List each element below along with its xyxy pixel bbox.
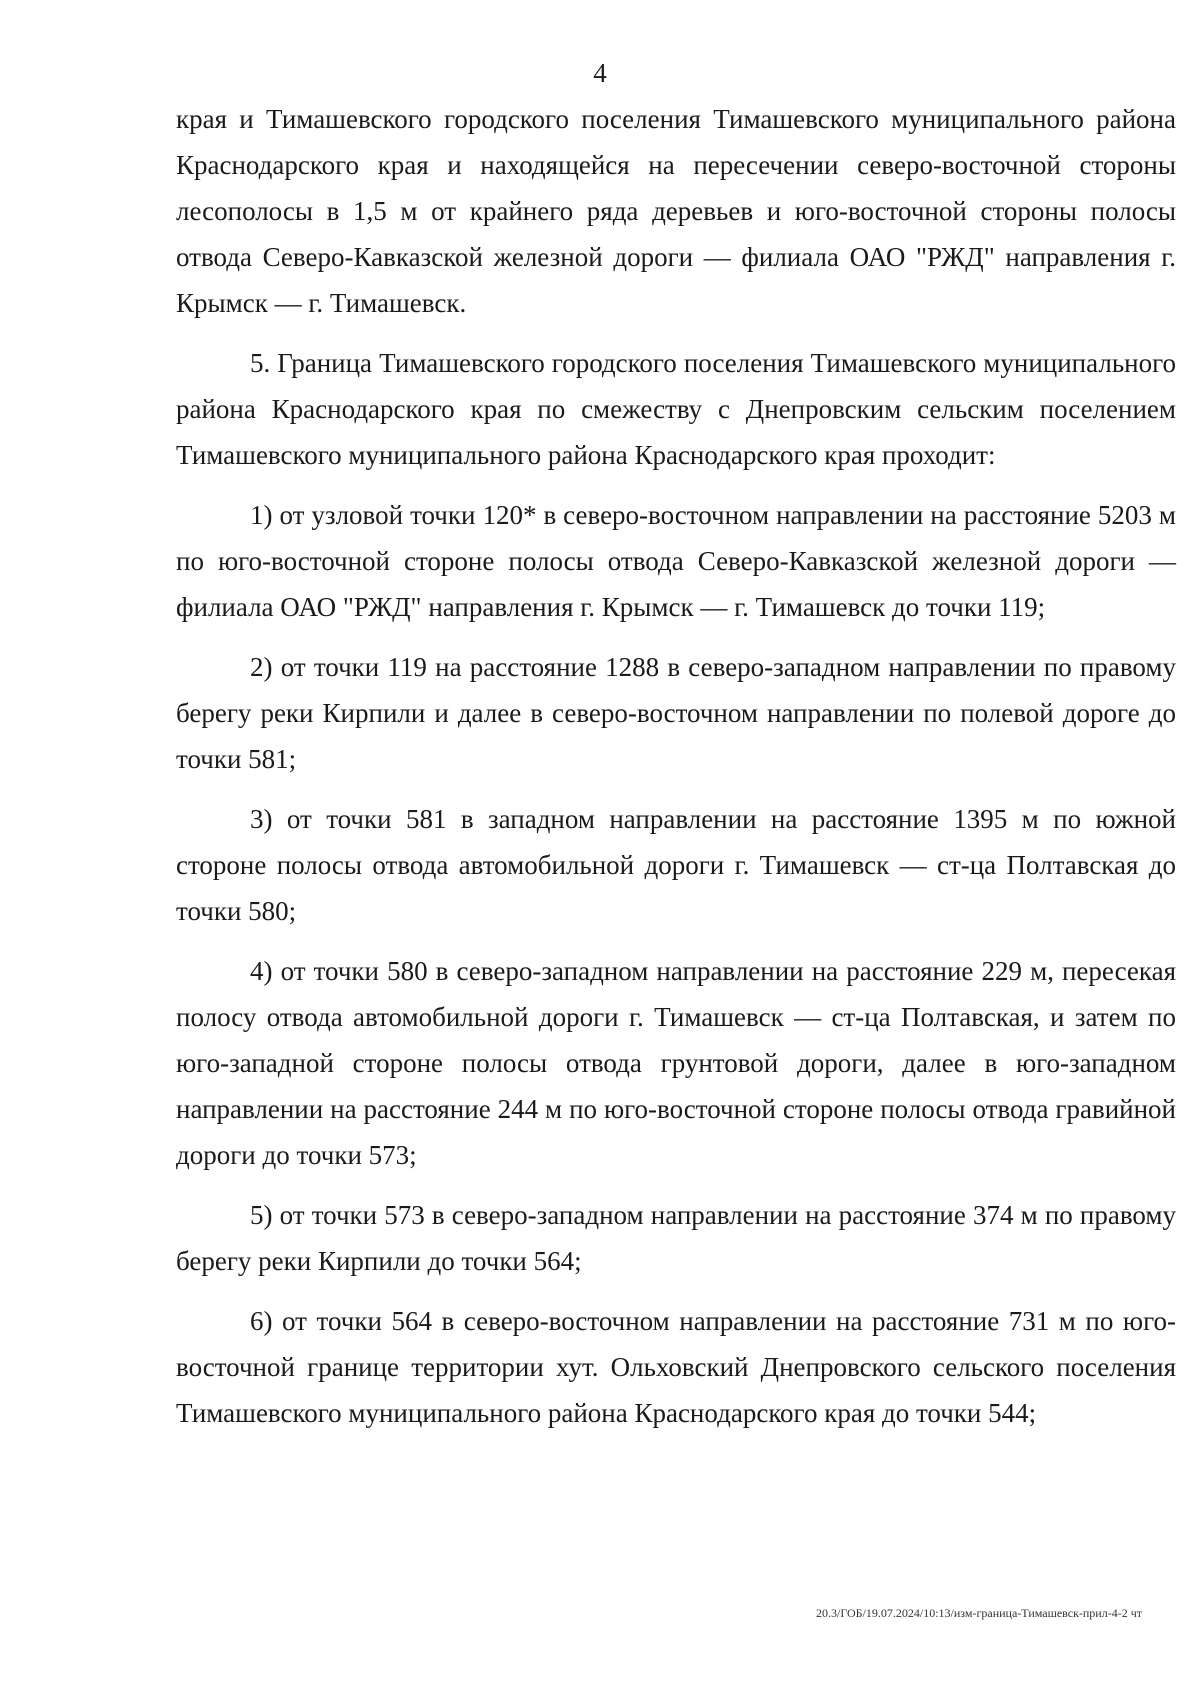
list-item-1: 1) от узловой точки 120* в северо-восточном направлении на расстояние 5203 м по юго-восточной стороне полосы отвода Северо-Кавказской железной дороги — филиала ОАО "РЖД" направления г. Крымск — г. Тимашевск до точки 119;	[176, 500, 1176, 622]
paragraph-section-5: 5. Граница Тимашевского городского поселения Тимашевского муниципального района Краснодарского края по смежеству с Днепровским сельским поселением Тимашевского муниципального района Краснодарского края проходит:	[176, 348, 1176, 470]
footer-file-code: 20.3/ГОБ/19.07.2024/10:13/изм-граница-Тимашевск-прил-4-2 чт	[816, 1606, 1142, 1620]
paragraph-continuation: края и Тимашевского городского поселения Тимашевского муниципального района Краснодарского края и находящейся на пересечении северо-восточной стороны лесополосы в 1,5 м от крайнего ряда деревьев и юго-восточной стороны полосы отвода Северо-Кавказской железной дороги — филиала ОАО "РЖД" направления г. Крымск — г. Тимашевск.	[176, 104, 1176, 318]
list-item-3: 3) от точки 581 в западном направлении на расстояние 1395 м по южной стороне полосы отвода автомобильной дороги г. Тимашевск — ст-ца Полтавская до точки 580;	[176, 804, 1176, 926]
page-number: 4	[593, 58, 607, 88]
list-item-5: 5) от точки 573 в северо-западном направлении на расстояние 374 м по правому берегу реки Кирпили до точки 564;	[176, 1200, 1176, 1276]
document-body	[176, 96, 1176, 1436]
list-item-4: 4) от точки 580 в северо-западном направлении на расстояние 229 м, пересекая полосу отвода автомобильной дороги г. Тимашевск — ст-ца Полтавская, и затем по юго-западной стороне полосы отвода грунтовой дороги, далее в юго-западном направлении на расстояние 244 м по юго-восточной стороне полосы отвода гравийной дороги до точки 573;	[176, 956, 1176, 1170]
list-item-6: 6) от точки 564 в северо-восточном направлении на расстояние 731 м по юго-восточной границе территории хут. Ольховский Днепровского сельского поселения Тимашевского муниципального района Краснодарского края до точки 544;	[176, 1306, 1176, 1428]
list-item-2: 2) от точки 119 на расстояние 1288 в северо-западном направлении по правому берегу реки Кирпили и далее в северо-восточном направлении по полевой дороге до точки 581;	[176, 652, 1176, 774]
